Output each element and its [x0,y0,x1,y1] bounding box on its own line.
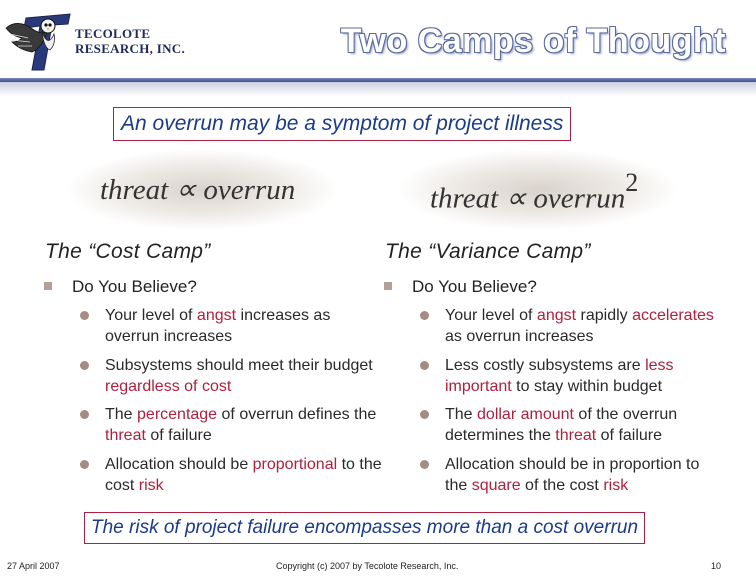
bullet-item [105,305,385,347]
highlighted-term: percentage [137,406,218,423]
bullet-item [105,355,385,397]
bullet-item [105,404,385,446]
bullet-text: The [105,406,138,423]
round-bullet-icon [420,311,429,320]
highlighted-term: dollar amount [477,406,574,423]
round-bullet-icon [80,460,89,469]
bullet-item [445,355,725,397]
bullet-item [105,454,385,496]
bullet-text: as overrun increases [445,328,594,345]
bullet-item [445,305,725,347]
variance-camp-question: Do You Believe? [412,277,537,296]
square-bullet-icon [384,282,392,290]
cost-camp-question: Do You Believe? [72,277,197,296]
bullet-text: Allocation should be in proportion to the [445,456,700,494]
bullet-text: of overrun defines the [217,406,377,423]
footer-page-number: 10 [711,561,722,571]
bullet-text: to stay within budget [511,378,663,395]
variance-camp-title: The “Variance Camp” [385,240,591,263]
bullet-text: of the overrun determines the [445,406,678,444]
bullet-text: Subsystems should meet their budget [105,357,373,374]
round-bullet-icon [420,460,429,469]
highlighted-term: threat [105,427,146,444]
bullet-text: of failure [145,427,212,444]
round-bullet-icon [80,311,89,320]
bullet-item [445,404,725,446]
slide-title: Two Camps of Thought [340,22,726,60]
bullet-text: Allocation should be [105,456,253,473]
highlighted-term: angst [196,307,237,324]
formula-right [430,168,639,216]
bullet-text: of failure [596,427,663,444]
company-name-line2: RESEARCH, INC. [75,41,186,56]
formula-left: threat ∝ overrun [100,174,296,206]
highlighted-term: risk [138,477,164,494]
footer-copyright: Copyright (c) 2007 by Tecolote Research, Inc. [276,561,459,571]
highlighted-term: regardless of cost [105,378,232,395]
highlighted-term: proportional [252,456,338,473]
highlighted-term: square [471,477,521,494]
slide-header [0,0,756,78]
bullet-text: increases as overrun increases [105,307,331,345]
bullet-text: The [445,406,478,423]
bullet-text: Less costly subsystems are [445,357,646,374]
bullet-text: to the cost [105,456,382,494]
highlighted-term: threat [555,427,597,444]
formula-right-exponent: 2 [625,168,639,197]
round-bullet-icon [80,361,89,370]
bullet-text: Your level of [105,307,197,324]
formula-right-text: threat ∝ overrun [430,182,626,215]
bullet-text: Your level of [445,307,537,324]
bullet-item [445,454,725,496]
highlighted-term: risk [603,477,629,494]
highlighted-term: accelerates [632,307,714,324]
highlighted-term: less important [445,357,674,395]
subtitle-box: An overrun may be a symptom of project illness [113,107,571,141]
square-bullet-icon [44,282,52,290]
company-name [75,26,185,56]
round-bullet-icon [80,410,89,419]
highlighted-term: angst [536,307,577,324]
company-name-line1: TECOLOTE [75,26,151,41]
round-bullet-icon [420,410,429,419]
conclusion-box: The risk of project failure encompasses more than a cost overrun [84,512,645,544]
header-divider-shadow [0,82,756,96]
bullet-text: of the cost [520,477,604,494]
cost-camp-title: The “Cost Camp” [45,240,211,263]
bullet-text: rapidly [576,307,633,324]
round-bullet-icon [420,361,429,370]
footer-date: 27 April 2007 [7,561,60,571]
